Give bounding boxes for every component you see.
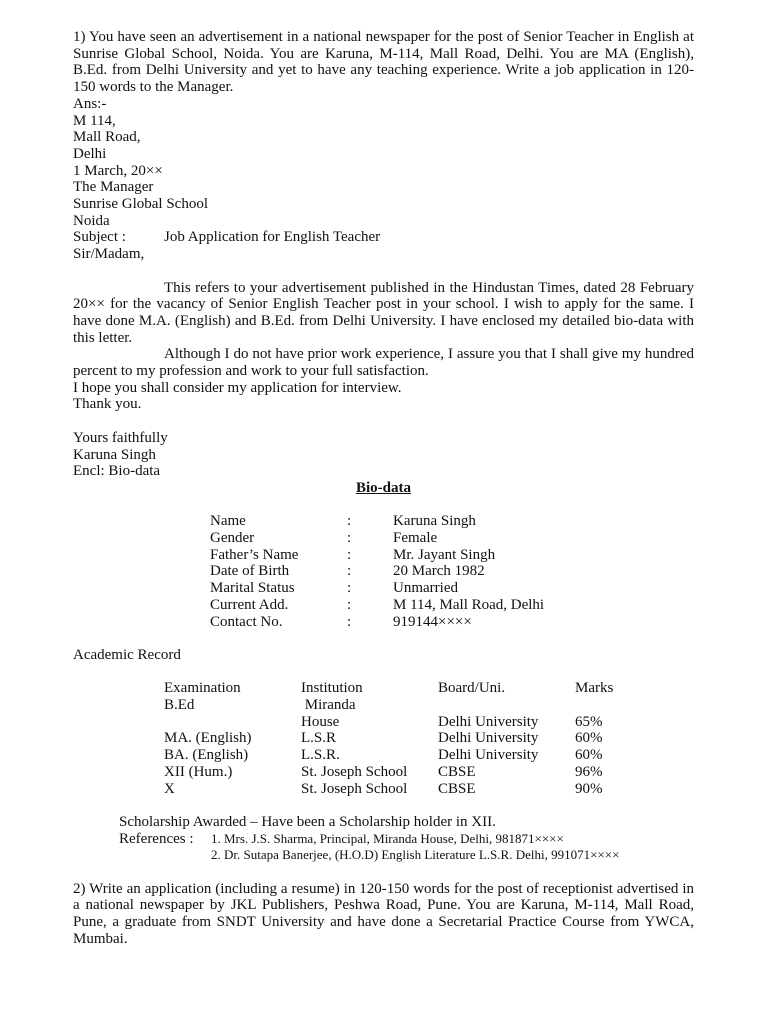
marks-cell: 60% [575,730,603,747]
biodata-separator: : [347,513,352,530]
biodata-label: Current Add. [210,596,289,613]
marks-cell: 65% [575,713,603,730]
biodata-separator: : [347,563,352,580]
board-cell: Delhi University [438,730,539,747]
reference-item: 1. Mrs. J.S. Sharma, Principal, Miranda House, Delhi, 981871×××× [211,830,564,846]
board-cell: CBSE [438,780,476,797]
exam-cell: X [164,780,175,797]
recipient-line-2: Sunrise Global School [73,196,208,213]
biodata-table [210,513,694,630]
institution-cell: St. Joseph School [301,763,408,780]
academic-header-row [164,680,694,697]
institution-cell: Miranda [301,697,356,714]
institution-cell: House [301,713,340,730]
marks-cell: 96% [575,763,603,780]
sender-address-line-2: Mall Road, [73,129,141,146]
academic-row [164,697,694,714]
biodata-row [210,563,694,580]
header-examination: Examination [164,680,241,697]
institution-cell: L.S.R. [301,747,340,764]
biodata-row [210,614,694,631]
biodata-row [210,580,694,597]
question-1: 1) You have seen an advertisement in a national newspaper for the post of Senior Teacher in English at Sunrise Global School, Noida. You are Karuna, M-114, Mall Road, Delhi. You are MA (English), B.Ed. from Delhi University and yet to have any teaching experience. Write a job application in 120-150 words to the Manager. [73,29,694,96]
biodata-row [210,547,694,564]
references-label: References : [119,830,194,847]
board-cell: CBSE [438,763,476,780]
board-cell: Delhi University [438,713,539,730]
letter-body-paragraph-1: This refers to your advertisement published in the Hindustan Times, dated 28 February 20×× for the vacancy of Senior English Teacher post in your school. I wish to apply for the same. I have done M.A. (English) and B.Ed. from Delhi University. I have enclosed my detailed bio-data with this letter. [73,279,694,346]
biodata-label: Marital Status [210,580,295,597]
biodata-label: Date of Birth [210,563,290,580]
biodata-value: M 114, Mall Road, Delhi [393,596,545,613]
biodata-label: Father’s Name [210,546,299,563]
exam-cell: MA. (English) [164,730,252,747]
biodata-separator: : [347,546,352,563]
exam-cell: XII (Hum.) [164,763,233,780]
letter-body-paragraph-2: Although I do not have prior work experience, I assure you that I shall give my hundred percent to my profession and work to your full satisfaction. [73,346,694,380]
biodata-value: Unmarried [393,580,458,597]
biodata-label: Contact No. [210,613,283,630]
closing: Yours faithfully [73,429,168,446]
biodata-separator: : [347,613,352,630]
references-row [119,831,694,864]
scholarship-line: Scholarship Awarded – Have been a Scholarship holder in XII. [119,813,496,830]
exam-cell: B.Ed [164,697,195,714]
biodata-row [210,513,694,530]
academic-row [164,781,694,798]
biodata-row [210,597,694,614]
institution-cell: L.S.R [301,730,337,747]
biodata-separator: : [347,596,352,613]
document-page [73,29,694,948]
letter-body-paragraph-3: I hope you shall consider my application for interview. [73,379,402,396]
biodata-value: Mr. Jayant Singh [393,546,496,563]
academic-row [164,747,694,764]
header-marks: Marks [575,680,614,697]
letter-thanks: Thank you. [73,396,142,413]
academic-row [164,730,694,747]
subject-text: Job Application for English Teacher [164,229,381,246]
header-institution: Institution [301,680,363,697]
biodata-separator: : [347,530,352,547]
marks-cell: 90% [575,780,603,797]
marks-cell: 60% [575,747,603,764]
biodata-value: Female [393,530,438,547]
letter-date: 1 March, 20×× [73,162,163,179]
salutation: Sir/Madam, [73,246,145,263]
biodata-title: Bio-data [355,479,411,496]
biodata-value: 20 March 1982 [393,563,485,580]
board-cell: Delhi University [438,747,539,764]
question-2: 2) Write an application (including a resume) in 120-150 words for the post of receptionist advertised in a national newspaper by JKL Publishers, Peshwa Road, Pune. You are Karuna, M-114, Mall Road, Pune, a graduate from SNDT University and have done a Secretarial Practice Course from YWCA, Mumbai. [73,880,694,947]
exam-cell: BA. (English) [164,747,249,764]
academic-table [164,680,694,797]
biodata-value: Karuna Singh [393,513,476,530]
biodata-label: Name [210,513,246,530]
subject-label: Subject : [73,229,126,246]
academic-record-heading: Academic Record [73,646,181,663]
academic-row [164,764,694,781]
subject-line [73,229,694,246]
answer-label: Ans:- [73,95,107,112]
enclosure: Encl: Bio-data [73,463,161,480]
biodata-value: 919144×××× [393,613,472,630]
institution-cell: St. Joseph School [301,780,408,797]
references-list [211,831,619,864]
sender-address-line-1: M 114, [73,112,116,129]
sender-address-line-3: Delhi [73,145,107,162]
signature: Karuna Singh [73,446,156,463]
reference-item: 2. Dr. Sutapa Banerjee, (H.O.D) English Literature L.S.R. Delhi, 991071×××× [211,847,620,863]
header-board: Board/Uni. [438,680,506,697]
recipient-line-1: The Manager [73,179,154,196]
scholarship-references-block [119,814,694,864]
biodata-row [210,530,694,547]
recipient-line-3: Noida [73,212,110,229]
academic-row-continued [164,714,694,731]
biodata-label: Gender [210,530,255,547]
biodata-separator: : [347,580,352,597]
